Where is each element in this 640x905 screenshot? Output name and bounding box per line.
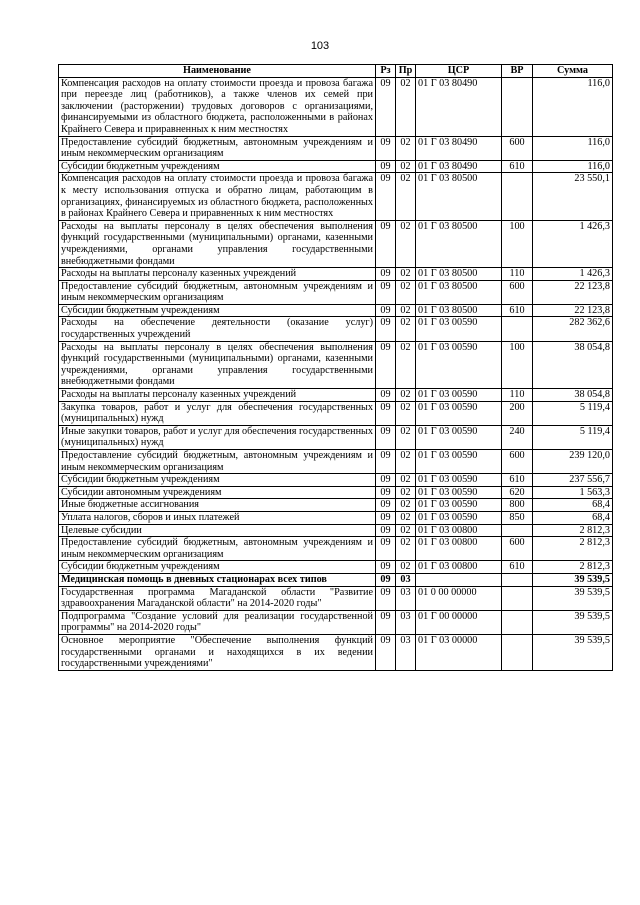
cell-pr: 02 [396,401,416,425]
cell-sum: 22 123,8 [533,304,613,317]
cell-rz: 09 [376,317,396,341]
cell-name: Основное мероприятие "Обеспечение выполнения функций государственными органами и находящихся в их ведении государственными учреждениями" [59,634,376,670]
cell-csr: 01 Г 03 00590 [416,450,502,474]
cell-rz: 09 [376,586,396,610]
cell-name: Субсидии бюджетным учреждениям [59,474,376,487]
budget-table [58,64,613,671]
cell-vr: 100 [502,341,533,388]
cell-sum: 282 362,6 [533,317,613,341]
cell-name: Целевые субсидии [59,524,376,537]
header-rz: Рз [376,65,396,78]
cell-name: Расходы на выплаты персоналу казенных учреждений [59,268,376,281]
table-row [59,610,613,634]
header-vr: ВР [502,65,533,78]
cell-pr: 02 [396,474,416,487]
table-row [59,317,613,341]
cell-name: Субсидии бюджетным учреждениям [59,304,376,317]
cell-rz: 09 [376,537,396,561]
cell-pr: 02 [396,160,416,173]
cell-csr: 01 Г 03 80500 [416,304,502,317]
cell-rz: 09 [376,561,396,574]
cell-csr: 01 0 00 00000 [416,586,502,610]
cell-csr: 01 Г 03 80490 [416,136,502,160]
cell-rz: 09 [376,425,396,449]
table-row [59,586,613,610]
table-header-row [59,65,613,78]
cell-rz: 09 [376,450,396,474]
cell-pr: 02 [396,317,416,341]
cell-sum: 22 123,8 [533,280,613,304]
cell-csr: 01 Г 03 00590 [416,401,502,425]
cell-pr: 03 [396,573,416,586]
table-row [59,389,613,402]
cell-csr: 01 Г 03 00800 [416,524,502,537]
header-pr: Пр [396,65,416,78]
cell-vr: 850 [502,511,533,524]
cell-sum: 1 563,3 [533,486,613,499]
cell-vr: 610 [502,304,533,317]
cell-vr [502,317,533,341]
header-name: Наименование [59,65,376,78]
cell-vr [502,586,533,610]
cell-rz: 09 [376,389,396,402]
cell-name: Предоставление субсидий бюджетным, автономным учреждениям и иным некоммерческим организациям [59,136,376,160]
table-row [59,573,613,586]
cell-vr [502,573,533,586]
table-row [59,537,613,561]
table-row [59,474,613,487]
table-row [59,511,613,524]
cell-name: Подпрограмма "Создание условий для реализации государственной программы" на 2014-2020 годы" [59,610,376,634]
cell-pr: 02 [396,341,416,388]
cell-rz: 09 [376,160,396,173]
cell-vr: 610 [502,474,533,487]
cell-name: Иные закупки товаров, работ и услуг для обеспечения государственных (муниципальных) нужд [59,425,376,449]
page-number: 103 [310,40,330,52]
cell-csr: 01 Г 03 80500 [416,220,502,267]
cell-name: Субсидии бюджетным учреждениям [59,160,376,173]
cell-rz: 09 [376,486,396,499]
cell-sum: 68,4 [533,511,613,524]
cell-sum: 38 054,8 [533,341,613,388]
cell-vr: 620 [502,486,533,499]
cell-sum: 2 812,3 [533,537,613,561]
cell-rz: 09 [376,634,396,670]
cell-pr: 03 [396,610,416,634]
cell-sum: 5 119,4 [533,425,613,449]
cell-rz: 09 [376,173,396,220]
table-row [59,425,613,449]
cell-pr: 02 [396,136,416,160]
header-sum: Сумма [533,65,613,78]
cell-sum: 1 426,3 [533,268,613,281]
cell-rz: 09 [376,268,396,281]
cell-csr: 01 Г 03 00000 [416,634,502,670]
cell-csr: 01 Г 03 00590 [416,341,502,388]
cell-csr: 01 Г 03 00590 [416,499,502,512]
cell-pr: 02 [396,268,416,281]
cell-vr [502,173,533,220]
cell-pr: 02 [396,280,416,304]
cell-csr: 01 Г 03 00590 [416,389,502,402]
cell-name: Расходы на выплаты персоналу в целях обеспечения выполнения функций государственными (муниципальными) органами, казенными учреждениями, органами управления государственными внебюджетными фондами [59,220,376,267]
cell-name: Субсидии бюджетным учреждениям [59,561,376,574]
cell-name: Субсидии автономным учреждениям [59,486,376,499]
cell-csr: 01 Г 03 80490 [416,77,502,136]
cell-sum: 39 539,5 [533,573,613,586]
cell-vr: 200 [502,401,533,425]
cell-name: Предоставление субсидий бюджетным, автономным учреждениям и иным некоммерческим организациям [59,450,376,474]
cell-csr: 01 Г 03 00590 [416,511,502,524]
cell-sum: 116,0 [533,160,613,173]
cell-pr: 02 [396,77,416,136]
cell-rz: 09 [376,220,396,267]
cell-pr: 02 [396,524,416,537]
cell-pr: 02 [396,304,416,317]
cell-rz: 09 [376,401,396,425]
cell-vr: 610 [502,561,533,574]
cell-rz: 09 [376,304,396,317]
cell-csr: 01 Г 03 00800 [416,537,502,561]
cell-csr: 01 Г 03 80500 [416,268,502,281]
cell-csr: 01 Г 03 80500 [416,173,502,220]
cell-vr: 600 [502,136,533,160]
table-row [59,634,613,670]
cell-pr: 02 [396,561,416,574]
cell-sum: 39 539,5 [533,610,613,634]
cell-rz: 09 [376,280,396,304]
cell-name: Компенсация расходов на оплату стоимости проезда и провоза багажа при переезде лиц (работников), а также членов их семей при заключении (расторжении) трудовых договоров с организациями, финансируемыми из областного бюджета, расположенными в районах Крайнего Севера и приравненных к ним местностях [59,77,376,136]
cell-csr: 01 Г 03 00800 [416,561,502,574]
table-row [59,77,613,136]
cell-vr: 600 [502,280,533,304]
cell-name: Расходы на обеспечение деятельности (оказание услуг) государственных учреждений [59,317,376,341]
cell-vr: 800 [502,499,533,512]
cell-sum: 116,0 [533,136,613,160]
table-row [59,450,613,474]
cell-rz: 09 [376,77,396,136]
cell-sum: 239 120,0 [533,450,613,474]
cell-sum: 23 550,1 [533,173,613,220]
table-row [59,173,613,220]
table-row [59,136,613,160]
cell-name: Уплата налогов, сборов и иных платежей [59,511,376,524]
cell-csr: 01 Г 00 00000 [416,610,502,634]
cell-vr [502,524,533,537]
cell-pr: 02 [396,425,416,449]
cell-pr: 02 [396,486,416,499]
cell-vr: 110 [502,389,533,402]
cell-rz: 09 [376,474,396,487]
table-row [59,160,613,173]
cell-csr: 01 Г 03 00590 [416,486,502,499]
cell-name: Компенсация расходов на оплату стоимости проезда и провоза багажа к месту использования отпуска и обратно лицам, работающим в организациях, финансируемых из областного бюджета, расположенных в районах Крайнего Севера и приравненных к ним местностях [59,173,376,220]
cell-name: Медицинская помощь в дневных стационарах всех типов [59,573,376,586]
cell-rz: 09 [376,524,396,537]
cell-vr [502,77,533,136]
cell-sum: 39 539,5 [533,634,613,670]
cell-pr: 02 [396,499,416,512]
cell-csr: 01 Г 03 80490 [416,160,502,173]
cell-name: Расходы на выплаты персоналу казенных учреждений [59,389,376,402]
cell-rz: 09 [376,573,396,586]
cell-sum: 116,0 [533,77,613,136]
table-row [59,268,613,281]
cell-vr: 100 [502,220,533,267]
cell-rz: 09 [376,136,396,160]
cell-pr: 02 [396,220,416,267]
cell-name: Предоставление субсидий бюджетным, автономным учреждениям и иным некоммерческим организациям [59,537,376,561]
cell-pr: 02 [396,389,416,402]
cell-csr: 01 Г 03 00590 [416,317,502,341]
table-row [59,524,613,537]
table-row [59,220,613,267]
cell-name: Иные бюджетные ассигнования [59,499,376,512]
cell-vr: 610 [502,160,533,173]
cell-sum: 68,4 [533,499,613,512]
cell-rz: 09 [376,341,396,388]
cell-sum: 2 812,3 [533,561,613,574]
header-csr: ЦСР [416,65,502,78]
cell-pr: 03 [396,586,416,610]
table-row [59,499,613,512]
cell-sum: 1 426,3 [533,220,613,267]
table-row [59,304,613,317]
cell-vr: 110 [502,268,533,281]
cell-rz: 09 [376,499,396,512]
cell-pr: 02 [396,173,416,220]
cell-vr [502,634,533,670]
table-row [59,486,613,499]
cell-name: Расходы на выплаты персоналу в целях обеспечения выполнения функций государственными (муниципальными) органами, казенными учреждениями, органами управления государственными внебюджетными фондами [59,341,376,388]
cell-pr: 02 [396,450,416,474]
cell-csr: 01 Г 03 00590 [416,425,502,449]
cell-vr: 600 [502,537,533,561]
table-row [59,561,613,574]
cell-pr: 02 [396,511,416,524]
table-row [59,341,613,388]
cell-rz: 09 [376,511,396,524]
cell-csr: 01 Г 03 00590 [416,474,502,487]
cell-csr [416,573,502,586]
cell-vr: 240 [502,425,533,449]
cell-rz: 09 [376,610,396,634]
cell-name: Закупка товаров, работ и услуг для обеспечения государственных (муниципальных) нужд [59,401,376,425]
cell-pr: 03 [396,634,416,670]
cell-vr: 600 [502,450,533,474]
cell-vr [502,610,533,634]
cell-csr: 01 Г 03 80500 [416,280,502,304]
table-row [59,401,613,425]
cell-sum: 2 812,3 [533,524,613,537]
cell-sum: 5 119,4 [533,401,613,425]
cell-sum: 237 556,7 [533,474,613,487]
cell-name: Государственная программа Магаданской области "Развитие здравоохранения Магаданской области" на 2014-2020 годы" [59,586,376,610]
cell-sum: 38 054,8 [533,389,613,402]
cell-name: Предоставление субсидий бюджетным, автономным учреждениям и иным некоммерческим организациям [59,280,376,304]
cell-pr: 02 [396,537,416,561]
table-body [59,77,613,670]
table-row [59,280,613,304]
cell-sum: 39 539,5 [533,586,613,610]
